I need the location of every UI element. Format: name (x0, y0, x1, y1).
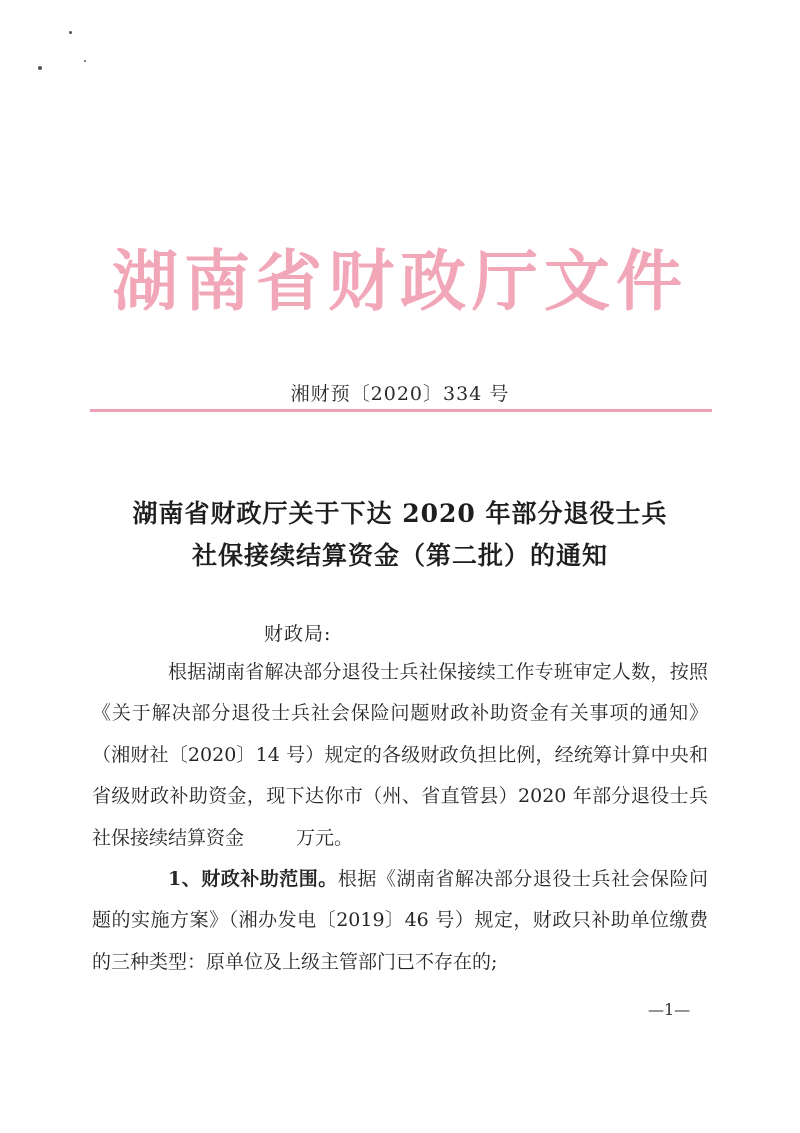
paragraph-1-text: 根据湖南省解决部分退役士兵社保接续工作专班审定人数，按照《关于解决部分退役士兵社会保险问题财政补助资金有关事项的通知》（湘财社〔2020〕14 号）规定的各级财政负担比例，经统筹计算中央和省级财政补助资金，现下达你市（州、省直管县）2020 年部分退役士兵社保接续结算资金 (92, 661, 708, 849)
page-number: —1— (648, 1000, 691, 1019)
scan-speck (69, 31, 72, 34)
paragraph-1 (92, 652, 708, 859)
title-line-1: 湖南省财政厅关于下达 2020 年部分退役士兵 (132, 499, 668, 528)
addressee: 财政局: (264, 623, 332, 645)
scan-speck (38, 66, 42, 70)
paragraph-2-heading: 1、财政补助范围。 (168, 868, 338, 890)
document-masthead: 湖南省财政厅文件 (112, 243, 688, 320)
red-divider-line (90, 409, 712, 412)
paragraph-2-text: 根据《湖南省解决部分退役士兵社会保险问题的实施方案》（湘办发电〔2019〕46 号）规定，财政只补助单位缴费的三种类型：原单位及上级主管部门已不存在的; (92, 868, 708, 973)
paragraph-2 (92, 859, 708, 983)
document-number: 湘财预〔2020〕334 号 (290, 383, 510, 405)
paragraph-1-tail: 万元。 (296, 826, 354, 849)
title-line-2: 社保接续结算资金（第二批）的通知 (191, 541, 608, 570)
scan-speck (84, 60, 86, 62)
